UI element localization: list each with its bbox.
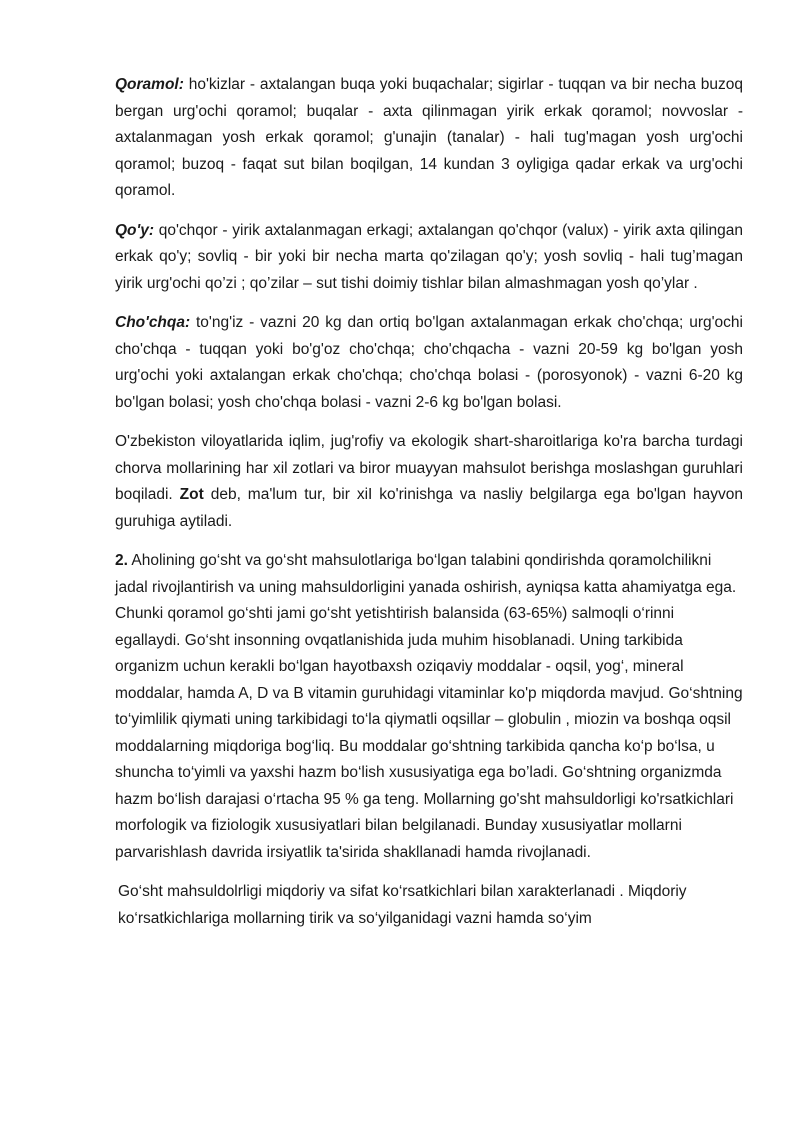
paragraph-zot — [115, 429, 743, 535]
paragraph-qoy — [115, 218, 743, 298]
term-qoy: Qo'y: — [115, 221, 154, 239]
paragraph-qoramol — [115, 72, 743, 205]
term-zot: Zot — [179, 486, 204, 503]
paragraph-chochqa — [115, 310, 743, 416]
paragraph-zot-after: deb, ma'lum tur, bir xiI ko'rinishga va nasliy belgilarga ega bo'lgan hayvon guruhiga aytiladi. — [115, 486, 743, 530]
term-qoramol: Qoramol: — [115, 76, 184, 93]
section-number: 2. — [115, 552, 128, 569]
paragraph-section-2-text: Aholining go‘sht va go‘sht mahsulotlariga bo‘lgan talabini qondirishda qoramolchilikni jadal rivojlantirish va uning mahsuldorligini yanada oshirish, ayniqsa katta ahamiyatga ega. Chunki qoramol go‘shti jami go‘sht yetishtirish balansida (63-65%) salmoqli o‘rinni egallaydi. Go‘sht insonning ovqatlanishida juda muhim hisoblanadi. Uning tarkibida organizm uchun kerakli bo‘lgan hayotbaxsh oziqaviy moddalar - oqsil, yog‘, mineral moddalar, hamda A, D va B vitamin guruhidagi vitaminlar ko'p miqdorda mavjud. Go‘shtning to‘yimlilik qiymati uning tarkibidagi to‘la qiymatli oqsillar – globulin , miozin va boshqa oqsil moddalarning miqdoriga bog‘liq. Bu moddalar go‘shtning tarkibida qancha ko‘p bo‘lsa, u shuncha to‘yimli va yaxshi hazm bo‘lish xususiyatiga ega bo’ladi. Go‘shtning organizmda hazm bo‘lish darajasi o‘rtacha 95 % ga teng. Mollarning go'sht mahsuldorligi ko'rsatkichlari morfologik va fiziologik xususiyatlari bilan belgilanadi. Bunday xususiyatlar mollarni parvarishlash davrida irsiyatlik ta'sirida shakllanadi hamda rivojlanadi. — [115, 552, 743, 861]
paragraph-last-text: Go‘sht mahsuldolrligi miqdoriy va sifat ko‘rsatkichlari bilan xarakterlanadi . Miqdoriy ko‘rsatkichlariga mollarning tirik va so‘yilganidagi vazni hamda so‘yim — [118, 883, 687, 927]
paragraph-qoy-text: qo'chqor - yirik axtalanmagan erkagi; axtalangan qo'chqor (valux) - yirik axta qilingan erkak qo'y; sovliq - bir yoki bir necha marta qo'zilagan qo'y; yosh sovliq - hali tug’magan yirik urg'ochi qo’zi ; qo’zilar – sut tishi doimiy tishlar bilan almashmagan yosh qo’ylar . — [115, 221, 743, 292]
paragraph-last — [115, 879, 743, 932]
document-page — [115, 72, 743, 945]
paragraph-chochqa-text: to'ng'iz - vazni 20 kg dan ortiq bo'lgan axtalanmagan erkak cho'chqa; urg'ochi cho'chqa - tuqqan yoki bo'g'oz cho'chqa; cho'chqacha - vazni 20-59 kg bo'lgan yosh urg'ochi yoki axtalangan erkak cho'chqa; cho'chqa bolasi - (porosyonok) - vazni 6-20 kg bo'lgan bolasi; yosh cho'chqa bolasi - vazni 2-6 kg bo'lgan bolasi. — [115, 314, 743, 411]
paragraph-zot-before: O'zbekiston viloyatlarida iqlim, jug'rofiy va ekologik shart-sharoitlariga ko'ra barcha turdagi chorva mollarining har xil zotlari va biror muayyan mahsulot berishga moslashgan guruhlari boqiladi. — [115, 433, 743, 503]
term-chochqa: Cho'chqa: — [115, 314, 191, 331]
paragraph-qoramol-text: ho'kizlar - axtalangan buqa yoki buqachalar; sigirlar - tuqqan va bir necha buzoq bergan urg'ochi qoramol; buqalar - axta qilinmagan yirik erkak qoramol; novvoslar - axtalanmagan yosh erkak qoramol; g'unajin (tanalar) - hali tug'magan yosh urg'ochi qoramol; buzoq - faqat sut bilan boqilgan, 14 kundan 3 oyligiga qadar erkak va urg'ochi qoramol. — [115, 76, 743, 199]
paragraph-section-2 — [115, 548, 743, 866]
